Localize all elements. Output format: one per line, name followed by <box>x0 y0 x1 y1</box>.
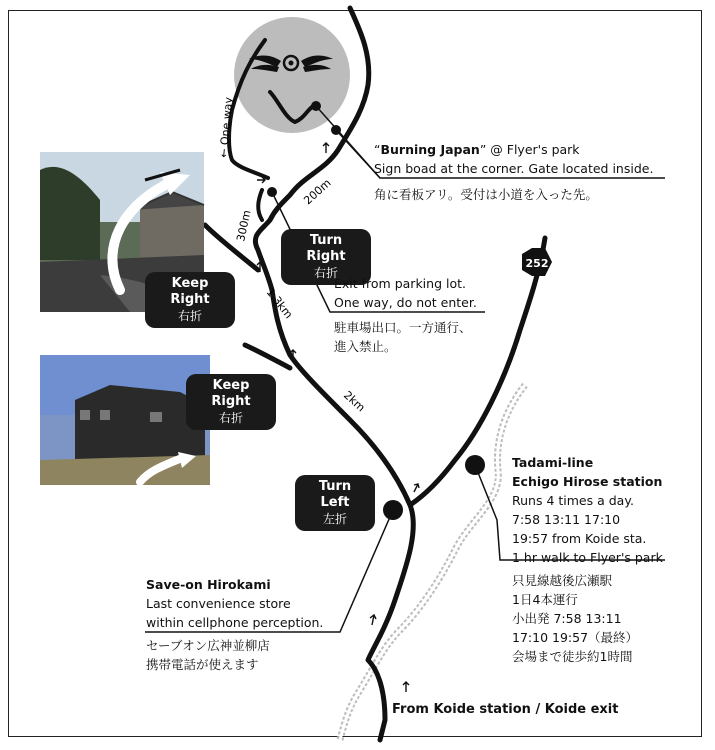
turn-left-label <box>295 475 375 531</box>
station-line4: 7:58 13:11 17:10 <box>512 512 621 527</box>
venue-at: @ Flyer's park <box>490 142 580 157</box>
station-line3: Runs 4 times a day. <box>512 493 634 508</box>
station-jp4: 17:10 19:57（最終） <box>512 630 639 645</box>
road-fork-top <box>205 225 258 270</box>
venue-area-circle <box>234 17 350 133</box>
venue-note: “Burning Japan” @ Flyer's park Sign boad at the corner. Gate located inside. 角に看板アリ。受付は小道を入った先。 <box>374 140 674 204</box>
keep-right-top-label <box>145 272 235 328</box>
road-spur <box>258 190 262 220</box>
station-jp1: 只見線越後広瀬駅 <box>512 573 613 588</box>
photo-keep-right-mid <box>40 355 210 485</box>
exit-note-line1: Exit from parking lot. <box>334 276 466 291</box>
distance-1-3km: 1.3km <box>263 285 296 322</box>
from-koide-label: From Koide station / Koide exit <box>392 702 619 717</box>
one-way-label: ← One way <box>217 96 236 159</box>
turn-right-jp: 右折 <box>313 266 338 280</box>
venue-name: Burning Japan <box>380 142 480 157</box>
station-line5: 19:57 from Koide sta. <box>512 531 647 546</box>
venue-sign-note: Sign boad at the corner. Gate located inside. <box>374 161 654 176</box>
route-252-text: 252 <box>525 257 549 270</box>
station-line6: 1 hr walk to Flyer's park <box>512 550 663 565</box>
road-fork-mid <box>245 345 290 368</box>
exit-note-line2: One way, do not enter. <box>334 295 477 310</box>
store-jp1: セーブオン広神並柳店 <box>146 638 270 653</box>
store-jp2: 携帯電話が使えます <box>146 657 259 672</box>
exit-note-jp1: 駐車場出口。一方通行、 <box>334 320 472 335</box>
keep-right-mid-jp: 右折 <box>218 411 243 425</box>
turn-left-en: Turn Left <box>318 479 352 510</box>
exit-note <box>334 274 504 356</box>
station-note <box>512 453 687 666</box>
exit-note-jp2: 進入禁止。 <box>334 339 397 354</box>
distance-300m: 300m <box>234 208 254 243</box>
store-line3: within cellphone perception. <box>146 615 324 630</box>
store-line2: Last convenience store <box>146 596 291 611</box>
keep-right-top-en: Keep Right <box>170 276 210 307</box>
venue-note-jp: 角に看板アリ。受付は小道を入った先。 <box>374 187 598 202</box>
station-jp5: 会場まで徒歩約1時間 <box>512 649 633 664</box>
store-line1: Save-on Hirokami <box>146 577 271 592</box>
keep-right-mid-en: Keep Right <box>211 378 251 409</box>
keep-right-top-jp: 右折 <box>177 309 202 323</box>
turn-right-en: Turn Right <box>306 233 346 264</box>
station-line2: Echigo Hirose station <box>512 474 663 489</box>
keep-right-mid-label <box>186 374 276 430</box>
turn-left-jp: 左折 <box>322 512 347 526</box>
station-jp2: 1日4本運行 <box>512 592 578 607</box>
store-note <box>146 575 346 674</box>
station-line1: Tadami-line <box>512 455 594 470</box>
distance-200m: 200m <box>301 176 334 208</box>
station-jp3: 小出発 7:58 13:11 <box>512 611 622 626</box>
distance-2km: 2km <box>340 388 368 415</box>
